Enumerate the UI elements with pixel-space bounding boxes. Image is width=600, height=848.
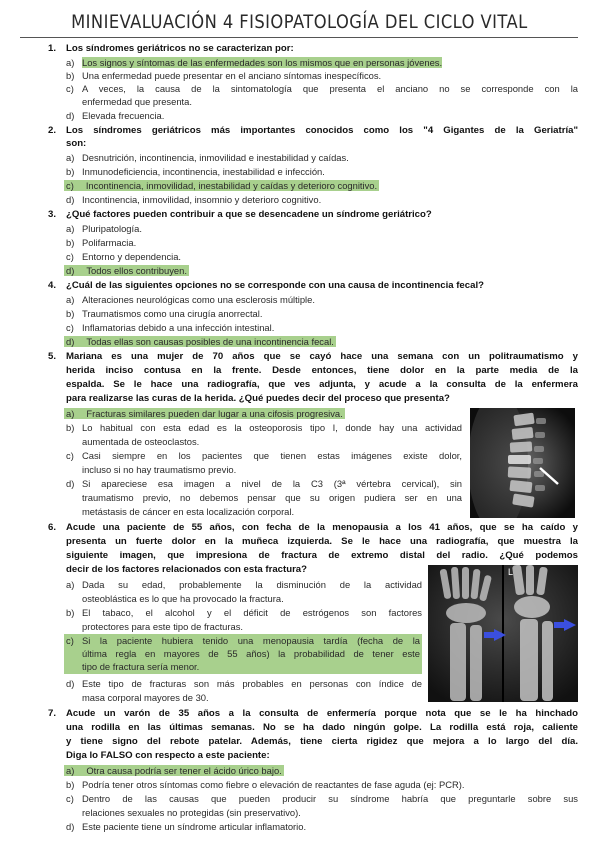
q7-option-c-cont — [82, 806, 578, 819]
question-number: 1. — [48, 43, 57, 54]
q5-option-b-cont — [82, 435, 462, 448]
option-text: Traumatismos como una cirugía anorrectal. — [82, 308, 263, 319]
option-letter: b) — [66, 607, 75, 618]
spine-xray-drawing — [470, 408, 575, 518]
question-5-cont — [66, 392, 578, 405]
q6-option-a-cont — [82, 592, 422, 605]
option-text: relaciones sexuales no protegidas (sin preservativo). — [82, 807, 301, 818]
option-text: Podría tener otros síntomas como fiebre o elevación de reactantes de fase aguda (ej: PCR). — [82, 779, 465, 790]
option-letter: c) — [66, 450, 74, 461]
wrist-xray-drawing — [428, 565, 578, 702]
option-letter: a) — [66, 152, 75, 163]
option-letter: b) — [66, 308, 75, 319]
q2-option-d — [66, 193, 578, 206]
q6-option-b-cont — [82, 620, 422, 633]
q6-option-c-cont — [82, 660, 420, 673]
q3-option-d — [64, 264, 214, 277]
question-7-cont — [66, 721, 578, 734]
option-text-correct: Si la paciente hubiera tenido una menopausia tardía (fecha de la — [82, 635, 420, 646]
question-2-cont — [66, 137, 578, 150]
q6-option-d — [66, 677, 422, 690]
q1-option-a — [66, 56, 578, 69]
option-letter: a) — [66, 294, 75, 305]
option-letter-correct: a) — [66, 408, 75, 419]
question-5-cont — [66, 364, 578, 377]
option-letter-correct: c) — [66, 180, 74, 191]
xray-side-label: L — [508, 567, 514, 577]
option-letter: c) — [66, 322, 74, 333]
question-6-cont — [66, 535, 578, 548]
option-letter: a) — [66, 579, 75, 590]
q1-option-b — [66, 69, 578, 82]
option-text: Inmunodeficiencia, incontinencia, inestabilidad e infección. — [82, 166, 325, 177]
question-text: decir de los factores relacionados con esta fractura? — [66, 564, 307, 575]
option-text-correct: Todas ellas son causas posibles de una incontinencia fecal. — [76, 336, 336, 347]
question-text: Acude una paciente de 55 años, con fecha de la menopausia a los 41 años, que se ha caído y — [66, 522, 578, 533]
question-text: y tiene signo del rebote patelar. Además, tiene cierta rigidez que mejora a lo largo del día. — [66, 736, 578, 747]
option-letter: b) — [66, 422, 75, 433]
option-letter: c) — [66, 251, 74, 262]
option-letter: b) — [66, 779, 75, 790]
option-text: Incontinencia, inmovilidad, insomnio y deterioro cognitivo. — [82, 194, 322, 205]
option-letter-correct: d) — [66, 265, 75, 276]
q5-option-d — [66, 477, 462, 490]
option-text: osteoblástica es lo que ha provocado la fractura. — [82, 593, 284, 604]
q4-option-c — [66, 321, 578, 334]
q2-option-c — [64, 179, 434, 192]
question-text: siguiente imagen, que impresiona de fractura de extremo distal del radio. ¿Qué podemos — [66, 550, 578, 561]
question-4 — [48, 279, 578, 292]
option-text: Si apareciese esa imagen a nivel de la C3 (3ª vértebra cervical), sin — [82, 478, 462, 489]
question-text: Los síndromes geriátricos no se caracterizan por: — [66, 43, 294, 54]
question-number: 4. — [48, 280, 57, 291]
question-text: espalda. Se le hace una radiografía, que ves adjunta, y acude a la consulta de la enfermera — [66, 379, 578, 390]
option-text: Casi siempre en los pacientes que tienen estas imágenes existe dolor, — [82, 450, 462, 461]
q7-option-a — [64, 764, 344, 777]
option-text: protectores para este tipo de fracturas. — [82, 621, 244, 632]
option-text-correct: Todos ellos contribuyen. — [76, 265, 189, 276]
option-text: masa corporal mayores de 30. — [82, 692, 209, 703]
question-text: ¿Cuál de las siguientes opciones no se corresponde con una causa de incontinencia fecal? — [66, 280, 484, 291]
wrist-xray-image — [428, 565, 578, 702]
spine-xray-image — [470, 408, 575, 518]
q5-option-d-cont — [82, 505, 462, 518]
option-text: Desnutrición, incontinencia, inmovilidad e inestabilidad y caídas. — [82, 152, 349, 163]
option-text: metástasis de cáncer en esta localización corporal. — [82, 506, 295, 517]
question-1 — [48, 42, 578, 55]
q7-option-d — [66, 820, 578, 833]
option-letter: d) — [66, 821, 75, 832]
option-letter: b) — [66, 166, 75, 177]
q5-option-a — [64, 407, 384, 420]
option-text: Una enfermedad puede presentar en el anciano síntomas inespecíficos. — [82, 70, 382, 81]
q3-option-b — [66, 236, 578, 249]
q5-option-b — [66, 421, 462, 434]
q7-option-b — [66, 778, 578, 791]
option-text: Este tipo de fracturas son más probables en personas con índice de — [82, 678, 422, 689]
q4-option-d — [64, 335, 384, 348]
option-text-correct: última regla en mayores de 55 años) la probabilidad de tener este — [82, 648, 420, 659]
question-7 — [48, 707, 578, 720]
question-2 — [48, 124, 578, 137]
question-number: 3. — [48, 209, 57, 220]
title-bar — [20, 8, 578, 36]
option-letter: d) — [66, 478, 75, 489]
question-6 — [48, 521, 578, 534]
option-text-correct: Los signos y síntomas de las enfermedades son los mismos que en personas jóvenes. — [82, 57, 443, 68]
option-text: Este paciente tiene un síndrome articular inflamatorio. — [82, 821, 307, 832]
option-letter: d) — [66, 110, 75, 121]
question-text: Diga lo FALSO con respecto a este paciente: — [66, 750, 270, 761]
option-text: Dentro de las causas que pueden producir su síndrome habría que preguntarle sobre sus — [82, 793, 578, 804]
question-text: una rodilla en las últimas semanas. No se ha dado ningún golpe. La rodilla está roja, caliente — [66, 722, 578, 733]
q3-option-a — [66, 222, 578, 235]
option-text: A veces, la causa de la sintomatología que presenta el anciano no se corresponde con la — [82, 83, 578, 94]
option-text: traumatismo previo, no debemos pensar que su origen pudiera ser en una — [82, 492, 462, 503]
question-7-cont — [66, 735, 578, 748]
option-text: Inflamatorias debido a una infección intestinal. — [82, 322, 275, 333]
q6-option-c — [66, 634, 420, 647]
q6-option-d-cont — [82, 691, 422, 704]
option-letter: c) — [66, 83, 74, 94]
title-underline — [20, 37, 578, 38]
option-text-correct: Incontinencia, inmovilidad, inestabilidad y caídas y deterioro cognitivo. — [76, 180, 379, 191]
q6-option-a — [66, 578, 422, 591]
option-text: Entorno y dependencia. — [82, 251, 182, 262]
q4-option-b — [66, 307, 578, 320]
q4-option-a — [66, 293, 578, 306]
option-text: Alteraciones neurológicas como una esclerosis múltiple. — [82, 294, 315, 305]
option-letter: d) — [66, 678, 75, 689]
q6-option-b — [66, 606, 422, 619]
option-text: Polifarmacia. — [82, 237, 137, 248]
question-text: ¿Qué factores pueden contribuir a que se desencadene un síndrome geriátrico? — [66, 209, 432, 220]
option-letter-correct: a) — [66, 765, 75, 776]
question-number: 6. — [48, 522, 57, 533]
option-text: Dada su edad, probablemente la disminución de la actividad — [82, 579, 422, 590]
option-text: Lo habitual con esta edad es la osteoporosis tipo I, donde hay una actividad — [82, 422, 462, 433]
q7-option-c — [66, 792, 578, 805]
option-letter: c) — [66, 793, 74, 804]
page-title: MINIEVALUACIÓN 4 FISIOPATOLOGÍA DEL CICLO VITAL — [70, 11, 528, 33]
option-text: incluso si no hay traumatismo previo. — [82, 464, 237, 475]
option-text: Elevada frecuencia. — [82, 110, 165, 121]
option-letter: d) — [66, 194, 75, 205]
q5-option-d-cont — [82, 491, 462, 504]
question-text: herida inciso contusa en la frente. Desde entonces, tiene dolor en la parte media de la — [66, 365, 578, 376]
question-5 — [48, 350, 578, 363]
question-number: 5. — [48, 351, 57, 362]
question-7-cont — [66, 749, 578, 762]
q1-option-c — [66, 82, 578, 95]
option-text: aumentada de osteoclastos. — [82, 436, 200, 447]
question-3 — [48, 208, 578, 221]
question-text: presenta un fuerte dolor en la muñeca izquierda. Se le hace una radiografía, que muestra la — [66, 536, 578, 547]
option-text-correct: Fracturas similares pueden dar lugar a una cifosis progresiva. — [76, 408, 344, 419]
option-text-correct: tipo de fractura sería menor. — [82, 661, 200, 672]
question-number: 7. — [48, 708, 57, 719]
option-letter: b) — [66, 237, 75, 248]
option-letter: c) — [66, 635, 74, 646]
q2-option-b — [66, 165, 578, 178]
option-text: El tabaco, el alcohol y el déficit de estrógenos son factores — [82, 607, 422, 618]
q1-option-d — [66, 109, 578, 122]
option-text-correct: Otra causa podría ser tener el ácido úrico bajo. — [76, 765, 283, 776]
option-text: enfermedad que presenta. — [82, 96, 192, 107]
question-text: Acude un varón de 35 años a la consulta de enfermería porque nota que se le ha hinchado — [66, 708, 578, 719]
option-letter: a) — [66, 223, 75, 234]
q3-option-c — [66, 250, 578, 263]
option-letter: a) — [66, 57, 75, 68]
q6-option-c-cont — [82, 647, 420, 660]
q2-option-a — [66, 151, 578, 164]
question-number: 2. — [48, 125, 57, 136]
question-text: Mariana es una mujer de 70 años que se cayó hace una semana con un politraumatismo y — [66, 351, 578, 362]
question-5-cont — [66, 378, 578, 391]
question-6-cont — [66, 563, 426, 576]
question-text: son: — [66, 138, 87, 149]
option-letter: b) — [66, 70, 75, 81]
option-text: Pluripatología. — [82, 223, 142, 234]
question-text: para realizarse las curas de la herida. ¿Qué puedes decir del proceso que presenta? — [66, 393, 450, 404]
q1-option-c-cont — [82, 95, 578, 108]
option-letter-correct: d) — [66, 336, 75, 347]
q5-option-c — [66, 449, 462, 462]
question-6-cont — [66, 549, 578, 562]
question-text: Los síndromes geriátricos más importantes conocidos como los "4 Gigantes de la Geriatría" — [66, 125, 578, 136]
q5-option-c-cont — [82, 463, 462, 476]
